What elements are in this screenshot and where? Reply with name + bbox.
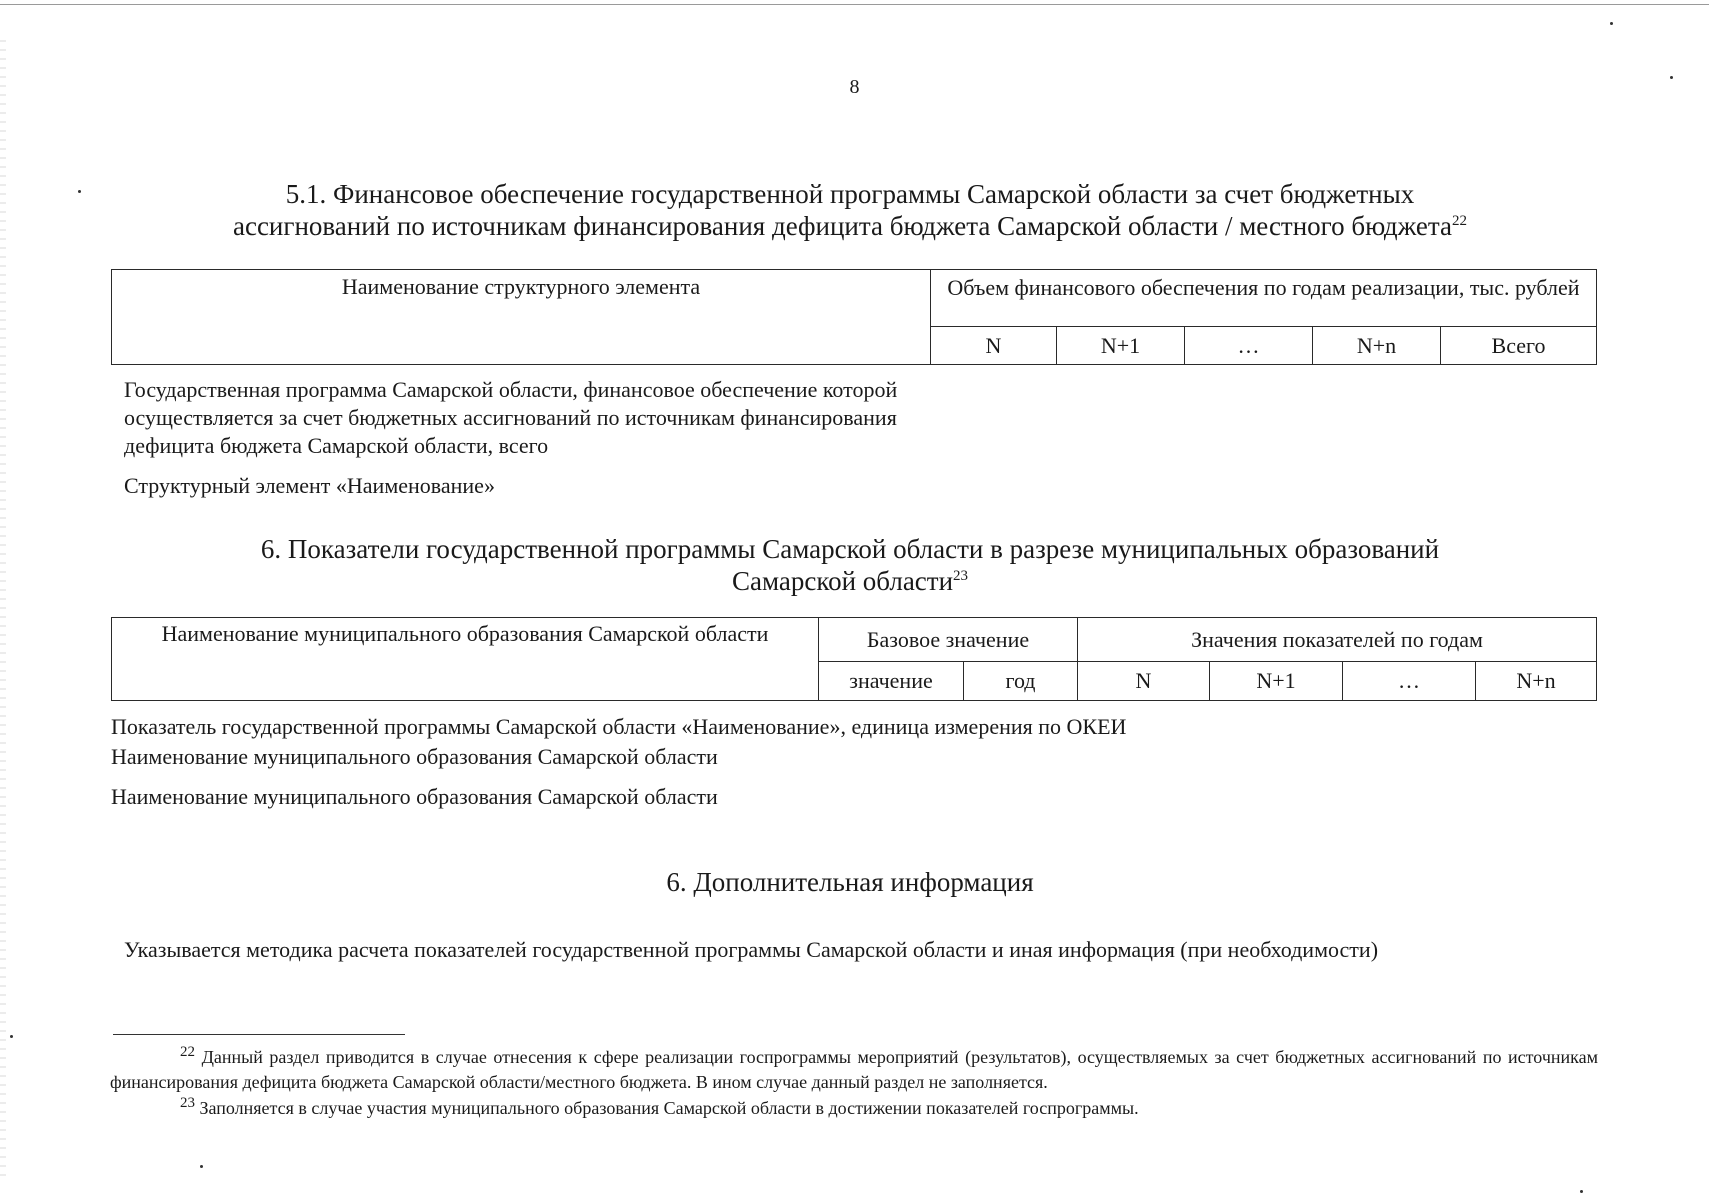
page-top-edge (0, 4, 1709, 5)
scan-speck (1580, 1190, 1583, 1193)
footnote-22 (110, 1045, 1598, 1095)
col-year-n1: N+1 (1057, 327, 1185, 365)
col-header-values-by-year: Значения показателей по годам (1078, 618, 1597, 662)
row-municipality-1: Наименование муниципального образования Самарской области (111, 744, 718, 769)
col-year-n: N (1078, 662, 1210, 701)
footnote-23 (110, 1096, 1598, 1121)
scan-edge-noise (0, 40, 6, 1180)
footnote-23-text: Заполняется в случае участия муниципального образования Самарской области в достижении показателей госпрограммы. (199, 1098, 1139, 1118)
section-5-1-title (120, 178, 1580, 242)
footnote-23-number: 23 (180, 1095, 195, 1111)
scan-speck (10, 1035, 13, 1038)
col-base-value: значение (819, 662, 964, 701)
col-year-ellipsis: … (1343, 662, 1476, 701)
col-header-structural-element: Наименование структурного элемента (112, 270, 931, 365)
col-year-nn: N+n (1313, 327, 1441, 365)
row-structural-element: Структурный элемент «Наименование» (124, 473, 495, 498)
col-total: Всего (1441, 327, 1597, 365)
row-indicator: Показатель государственной программы Самарской области «Наименование», единица измерения по ОКЕИ (111, 714, 1127, 739)
section-6-title-line2: Самарской области (731, 566, 954, 596)
section-6-title-line1: 6. Показатели государственной программы Самарской области в разрезе муниципальных образований (260, 534, 1440, 564)
footnote-separator (113, 1034, 405, 1035)
footnote-22-number: 22 (180, 1044, 195, 1060)
footnote-ref-22[interactable]: 22 (1452, 213, 1468, 229)
col-year-n1: N+1 (1210, 662, 1343, 701)
row-program-total: Государственная программа Самарской области, финансовое обеспечение которой осуществляется за счет бюджетных ассигнований по источникам финансирования дефицита бюджета Самарской области, всего (124, 377, 898, 458)
col-year-nn: N+n (1476, 662, 1597, 701)
col-header-base-value: Базовое значение (819, 618, 1078, 662)
footnote-ref-23[interactable]: 23 (953, 568, 969, 584)
col-header-financing-volume: Объем финансового обеспечения по годам реализации, тыс. рублей (931, 270, 1597, 327)
row-municipality-2: Наименование муниципального образования Самарской области (111, 784, 718, 809)
scan-speck (1610, 22, 1613, 25)
col-year-n: N (931, 327, 1057, 365)
scan-speck (1670, 76, 1673, 79)
col-header-municipality: Наименование муниципального образования Самарской области (112, 618, 819, 701)
scan-speck (200, 1165, 203, 1168)
additional-info-text: Указывается методика расчета показателей государственной программы Самарской области и иная информация (при необходимости) (124, 937, 1379, 962)
section-5-1-title-line2: ассигнований по источникам финансирования дефицита бюджета Самарской области / местного бюджета (232, 211, 1453, 241)
municipal-indicators-table (111, 617, 1597, 701)
scan-speck (78, 190, 81, 193)
col-base-year: год (964, 662, 1078, 701)
col-year-ellipsis: … (1185, 327, 1313, 365)
financing-table (111, 269, 1597, 365)
section-6-title (120, 533, 1580, 597)
section-5-1-title-line1: 5.1. Финансовое обеспечение государственной программы Самарской области за счет бюджетных (285, 179, 1415, 209)
page-number: 8 (849, 76, 860, 98)
footnote-22-text: Данный раздел приводится в случае отнесения к сфере реализации госпрограммы мероприятий (результатов), осуществляемых за счет бюджетных ассигнований по источникам финансирования дефицита бюджета Самарской области/местного бюджета. В ином случае данный раздел не заполняется. (110, 1047, 1599, 1092)
additional-info-title: 6. Дополнительная информация (666, 867, 1034, 897)
